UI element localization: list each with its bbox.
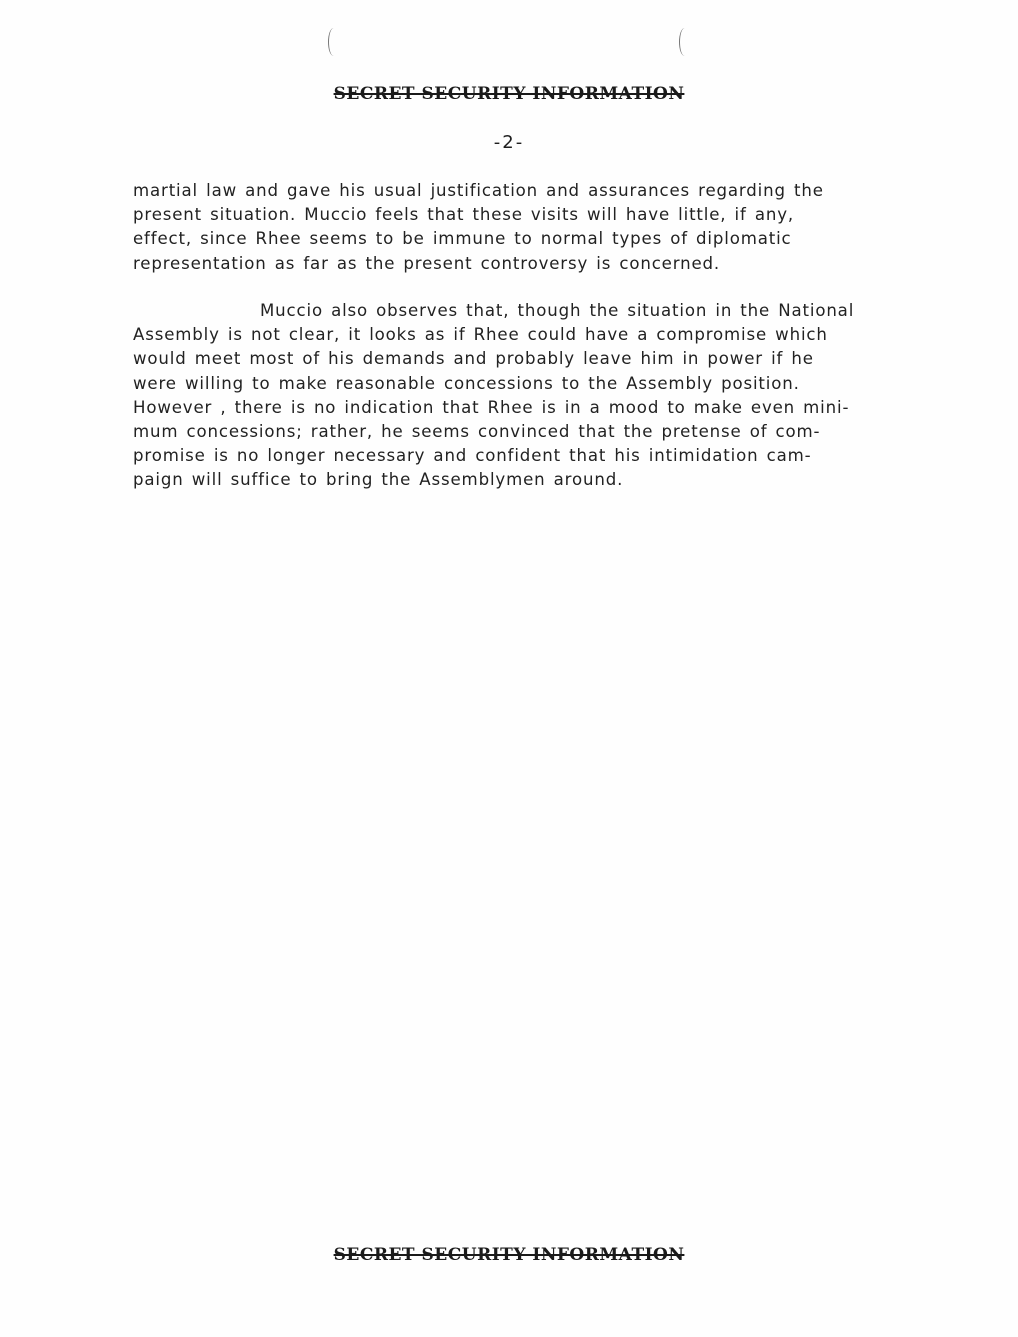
text-line: paign will suffice to bring the Assemblymen around. [133, 470, 624, 490]
text-line: promise is no longer necessary and confident that his intimidation cam- [133, 446, 812, 466]
text-line: effect, since Rhee seems to be immune to normal types of diplomatic [133, 229, 792, 249]
text-line: were willing to make reasonable concessions to the Assembly position. [133, 373, 800, 393]
text-line: would meet most of his demands and probably leave him in power if he [133, 349, 814, 369]
text-line: martial law and gave his usual justification and assurances regarding the [133, 181, 824, 200]
footer-classification: SECRET SECURITY INFORMATION [333, 1245, 685, 1265]
text-line: Assembly is not clear, it looks as if Rhee could have a compromise which [133, 325, 828, 345]
text-line: representation as far as the present controversy is concerned. [133, 253, 721, 273]
text-line: mum concessions; rather, he seems convinced that the pretense of com- [133, 422, 821, 442]
punch-hole-right [679, 28, 690, 56]
page-number: -2- [493, 132, 525, 153]
text-line: present situation. Muccio feels that these visits will have little, if any, [133, 205, 795, 225]
punch-hole-left [328, 28, 339, 56]
header-classification: SECRET SECURITY INFORMATION [333, 84, 685, 104]
paragraph-1 [133, 179, 933, 276]
text-line: However , there is no indication that Rhee is in a mood to make even mini- [133, 397, 850, 417]
text-line: Muccio also observes that, though the situation in the National [260, 301, 855, 320]
paragraph-2 [133, 299, 933, 493]
